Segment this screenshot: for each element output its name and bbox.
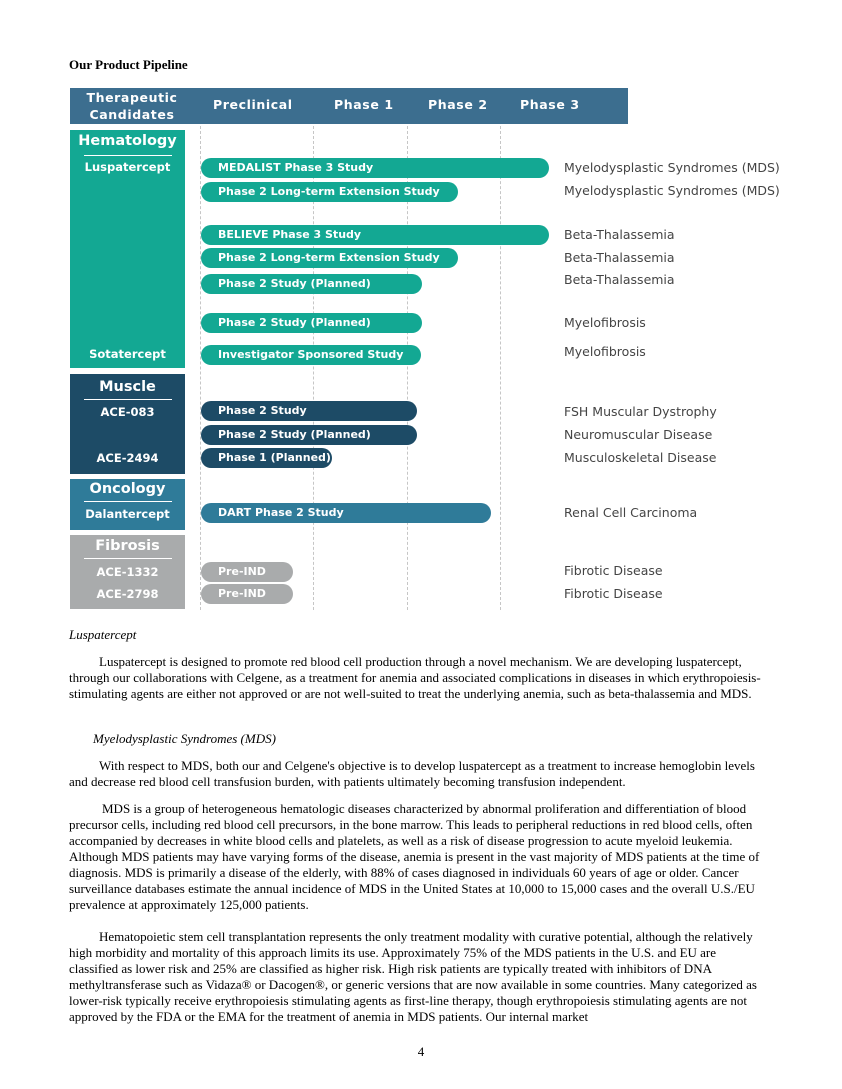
candidate-label: ACE-2798 bbox=[96, 587, 159, 601]
candidate-label: Sotatercept bbox=[89, 347, 166, 361]
divider bbox=[84, 155, 172, 156]
program-bar: Phase 2 Long-term Extension Study bbox=[201, 182, 458, 202]
group-title: Fibrosis bbox=[95, 538, 160, 554]
indication-label: Fibrotic Disease bbox=[564, 586, 663, 601]
candidate-label: ACE-2494 bbox=[96, 451, 159, 465]
candidate-label: Dalantercept bbox=[85, 507, 170, 521]
program-bar: Phase 2 Long-term Extension Study bbox=[201, 248, 458, 268]
page-number: 4 bbox=[417, 1044, 425, 1059]
program-bar: DART Phase 2 Study bbox=[201, 503, 491, 523]
header-candidates: Therapeutic Candidates bbox=[86, 90, 178, 122]
indication-label: Myelofibrosis bbox=[564, 315, 646, 330]
indication-label: Myelodysplastic Syndromes (MDS) bbox=[564, 183, 780, 198]
paragraph: With respect to MDS, both our and Celgene's objective is to develop luspatercept as a treatment to increase hemoglobin levels and decrease red blood cell transfusion burden, with patients ultimately becoming transfusion independent. bbox=[69, 758, 755, 789]
program-bar: BELIEVE Phase 3 Study bbox=[201, 225, 549, 245]
section-heading: Luspatercept bbox=[69, 627, 137, 642]
header-stage-phase2: Phase 2 bbox=[428, 97, 488, 112]
stage-divider bbox=[200, 126, 201, 610]
group-hematology bbox=[70, 130, 185, 368]
paragraph: MDS is a group of heterogeneous hematologic diseases characterized by abnormal proliferation and differentiation of blood precursor cells, including red blood cell precursors, in the bone marrow. This leads to peripheral reductions in red blood cells, often accompanied by decreases in white blood cells and platelets, as well as a risk of disease progression to acute myeloid leukemia. Although MDS patients may have varying forms of the disease, anemia is present in the vast majority of MDS patients at the time of diagnosis. MDS is primarily a disease of the elderly, with 88% of cases diagnosed in individuals 60 years of age or older. Cancer surveillance databases estimate the annual incidence of MDS in the United States at 10,000 to 15,000 cases and the overall U.S./EU prevalence at approximately 125,000 patients. bbox=[69, 801, 760, 912]
program-bar: Phase 2 Study (Planned) bbox=[201, 425, 417, 445]
group-oncology bbox=[70, 479, 185, 530]
subheading: Myelodysplastic Syndromes (MDS) bbox=[93, 731, 276, 746]
group-title: Muscle bbox=[99, 379, 156, 395]
group-muscle bbox=[70, 374, 185, 474]
candidate-label: ACE-1332 bbox=[96, 565, 159, 579]
indication-label: Musculoskeletal Disease bbox=[564, 450, 717, 465]
program-bar: Phase 1 (Planned) bbox=[201, 448, 332, 468]
program-bar: MEDALIST Phase 3 Study bbox=[201, 158, 549, 178]
indication-label: Myelofibrosis bbox=[564, 344, 646, 359]
header-stage-phase3: Phase 3 bbox=[520, 97, 580, 112]
program-bar: Phase 2 Study (Planned) bbox=[201, 313, 422, 333]
candidate-label: Luspatercept bbox=[84, 160, 171, 174]
paragraph: Luspatercept is designed to promote red blood cell production through a novel mechanism. We are developing luspatercept, through our collaborations with Celgene, as a treatment for anemia and associated complications in diseases in which erythropoiesis-stimulating agents are either not approved or are not well-suited to treat the underlying anemia, such as beta-thalassemia and MDS. bbox=[69, 654, 761, 701]
program-bar: Pre-IND bbox=[201, 562, 293, 582]
indication-label: Beta-Thalassemia bbox=[564, 250, 675, 265]
candidate-label: ACE-083 bbox=[100, 405, 155, 419]
indication-label: Beta-Thalassemia bbox=[564, 227, 675, 242]
indication-label: Renal Cell Carcinoma bbox=[564, 505, 698, 520]
page-title: Our Product Pipeline bbox=[69, 57, 188, 72]
paragraph: Hematopoietic stem cell transplantation represents the only treatment modality with curative potential, although the relatively high morbidity and mortality of this approach limits its use. Approximately 75% of the MDS patients in the U.S. and EU are classified as lower risk and 25% are classified as higher risk. High risk patients are typically treated with inhibitors of DNA methyltransferase such as Vidaza® or Dacogen®, or generic versions that are now available in some countries. Many categorized as lower-risk typically receive erythropoiesis stimulating agents as first-line therapy, though erythropoiesis stimulating agents are not approved by the FDA or the EMA for the treatment of anemia in MDS patients. Our internal market bbox=[69, 929, 757, 1024]
group-fibrosis bbox=[70, 535, 185, 609]
divider bbox=[84, 501, 172, 502]
program-bar: Pre-IND bbox=[201, 584, 293, 604]
indication-label: FSH Muscular Dystrophy bbox=[564, 404, 717, 419]
divider bbox=[84, 399, 172, 400]
group-title: Hematology bbox=[78, 133, 177, 149]
indication-label: Myelodysplastic Syndromes (MDS) bbox=[564, 160, 780, 175]
header-stage-phase1: Phase 1 bbox=[334, 97, 394, 112]
program-bar: Phase 2 Study bbox=[201, 401, 417, 421]
program-bar: Phase 2 Study (Planned) bbox=[201, 274, 422, 294]
indication-label: Neuromuscular Disease bbox=[564, 427, 713, 442]
stage-divider bbox=[500, 126, 501, 610]
group-title: Oncology bbox=[89, 481, 166, 497]
indication-label: Beta-Thalassemia bbox=[564, 272, 675, 287]
divider bbox=[84, 558, 172, 559]
indication-label: Fibrotic Disease bbox=[564, 563, 663, 578]
program-bar: Investigator Sponsored Study bbox=[201, 345, 421, 365]
header-stage-preclinical: Preclinical bbox=[213, 97, 293, 112]
